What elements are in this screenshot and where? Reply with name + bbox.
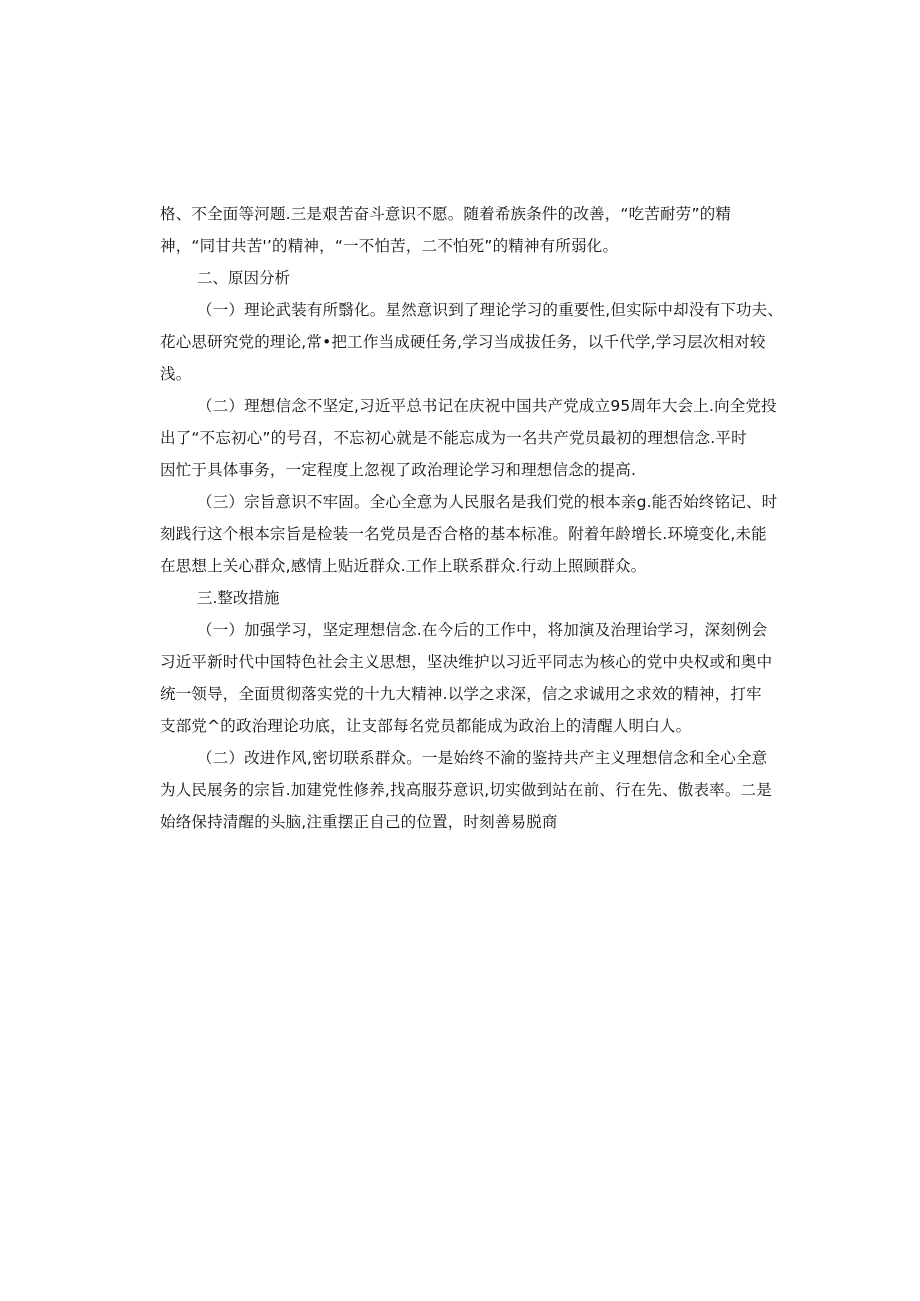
- text-line: 在思想上关心群众,感情上贴近群众.工作上联系群众.行动上照顾群众。: [160, 557, 647, 575]
- text-line: （三）宗旨意识不牢固。全心全意为人民服名是我们党的根本亲g.能否始终铭记、时: [197, 493, 778, 511]
- paragraph-strengthen-study: [160, 614, 772, 742]
- text-line: 统一领导，全面贯彻落实党的十九大精神.以学之求深，信之求诚用之求效的精神，打牢: [160, 685, 762, 703]
- text-line: 神，“同甘共苦'’的精神，“一不怕苦，二不怕死”的精神有所弱化。: [160, 237, 619, 255]
- text-line: 格、不全面等河题.三是艰苦奋斗意识不愿。随着希族条件的改善，“吃苦耐劳”的精: [160, 205, 732, 223]
- text-line: （二）理想信念不坚定,习近平总书记在庆祝中国共产党成立95周年大会上.向全党投: [197, 397, 777, 415]
- paragraph-theory-armament: [160, 294, 784, 390]
- text-line: 浅。: [160, 365, 192, 383]
- text-line: 出了“不忘初心”的号召，不忘初心就是不能忘成为一名共产党员最初的理想信念.平时: [160, 429, 747, 447]
- heading-text: 二、原因分析: [197, 269, 291, 287]
- text-line: （二）改进作风,密切联系群众。一是始终不渝的鉴持共产主义理想信念和全心全意: [197, 749, 768, 767]
- section-heading-cause-analysis: [160, 262, 772, 294]
- text-line: 花心思研究党的理论,常•把工作当成硬任务,学习当成拔任务，以千代学,学习层次相对较: [160, 333, 766, 351]
- text-line: 始络保持清醒的头脑,注重摆正自己的位置，时刻善易脱商: [160, 813, 558, 831]
- section-heading-rectification-measures: [160, 582, 772, 614]
- paragraph-hardship-continuation: [160, 198, 772, 262]
- heading-text: 三.整改措施: [197, 589, 280, 607]
- text-line: （一）理论武装有所翳化。星然意识到了理论学习的重要性,但实际中却没有下功夫、: [197, 301, 784, 319]
- paragraph-improve-style: [160, 742, 772, 838]
- text-line: （一）加强学习，坚定理想信念.在今后的工作中，将加演及治理诒学习，深刻例会: [197, 621, 768, 639]
- text-line: 因忙于具体事务，一定程度上忽视了政治理论学习和理想信念的提高.: [160, 461, 637, 479]
- document-body: [160, 198, 784, 838]
- text-line: 为人民展务的宗旨.加建党性修养,找高服芬意识,切实做到站在前、行在先、傲表率。二是: [160, 781, 772, 799]
- text-line: 支部党^的政治理论功底，让支部每名党员都能成为政治上的清醒人明白人。: [160, 717, 692, 735]
- paragraph-purpose-awareness: [160, 486, 778, 582]
- paragraph-ideals-belief: [160, 390, 777, 486]
- text-line: 刻践行这个根本宗旨是检装一名党员是否合格的基本标准。附着年龄增长.环境变化,未能: [160, 525, 767, 543]
- text-line: 习近平新时代中国特色社会主义思想，坚决维护以习近平同志为核心的党中央权或和奥中: [160, 653, 773, 671]
